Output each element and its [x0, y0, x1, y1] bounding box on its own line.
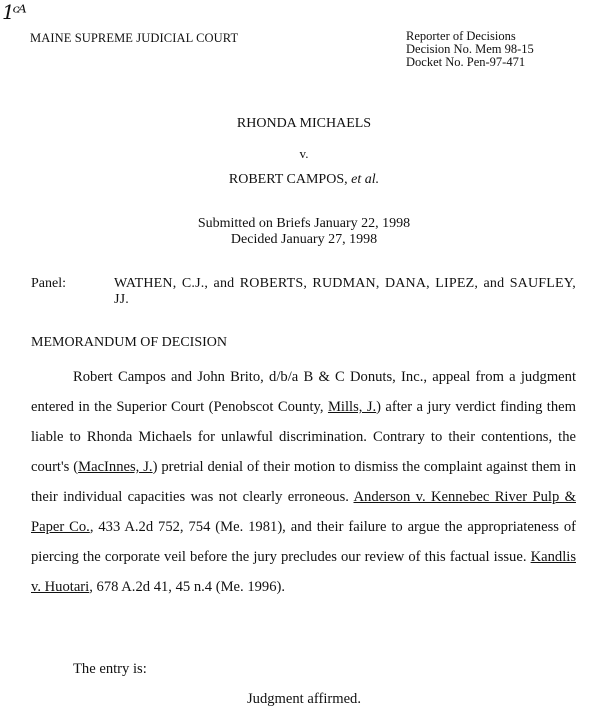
body-text-segment: , 678 A.2d 41, 45 n.4 (Me. 1996). [89, 579, 286, 595]
body-text-segment: , 433 A.2d 752, 754 (Me. 1981), and their failure to argue the appropriateness of piercing the corporate veil before the jury precludes our review of this factual issue. [31, 519, 576, 565]
judge-name: MacInnes, J. [78, 459, 153, 475]
plaintiff-name: RHONDA MICHAELS [236, 116, 372, 131]
judge-name: Mills, J. [327, 399, 377, 415]
memorandum-title: MEMORANDUM OF DECISION [31, 335, 228, 350]
docket-number: Docket No. Pen-97-471 [406, 55, 526, 69]
disposition: Judgment affirmed. [246, 691, 362, 707]
panel-justices: WATHEN, C.J., and ROBERTS, RUDMAN, DANA, LIPEZ, and SAUFLEY, JJ. [114, 276, 576, 307]
reporter-line: Reporter of Decisions [406, 29, 516, 43]
panel-label: Panel: [31, 276, 66, 291]
case-citation: Kandlis v. Huotari [31, 549, 576, 595]
body-text-segment: Robert Campos and John Brito, d/b/a B & C Donuts, Inc., appeal from a judgment entered in the Superior Court (Penobscot County, [31, 369, 576, 415]
dates-block [0, 216, 608, 248]
handwritten-mark: 1ᶜᴬ [2, 0, 25, 24]
body-text-segment: ) after a jury verdict finding them liable to Rhonda Michaels for unlawful discrimination. Contrary to their contentions, the court's ( [31, 399, 576, 475]
defendant-name: ROBERT CAMPOS, [228, 172, 348, 187]
reporter-block [406, 30, 534, 69]
decision-paragraph [31, 362, 576, 602]
decision-body [31, 362, 576, 602]
decision-number: Decision No. Mem 98-15 [406, 42, 534, 56]
defendant-line [0, 172, 608, 188]
decided-date: Decided January 27, 1998 [230, 232, 378, 247]
court-name: MAINE SUPREME JUDICIAL COURT [30, 31, 239, 45]
case-citation: Anderson v. Kennebec River Pulp & Paper Co. [31, 489, 576, 535]
versus: v. [299, 146, 309, 161]
defendant-suffix: et al. [351, 172, 380, 187]
entry-label: The entry is: [73, 661, 147, 677]
submitted-date: Submitted on Briefs January 22, 1998 [197, 216, 411, 231]
body-text-segment: ) pretrial denial of their motion to dismiss the complaint against them in their individual capacities was not clearly erroneous. [31, 459, 576, 505]
